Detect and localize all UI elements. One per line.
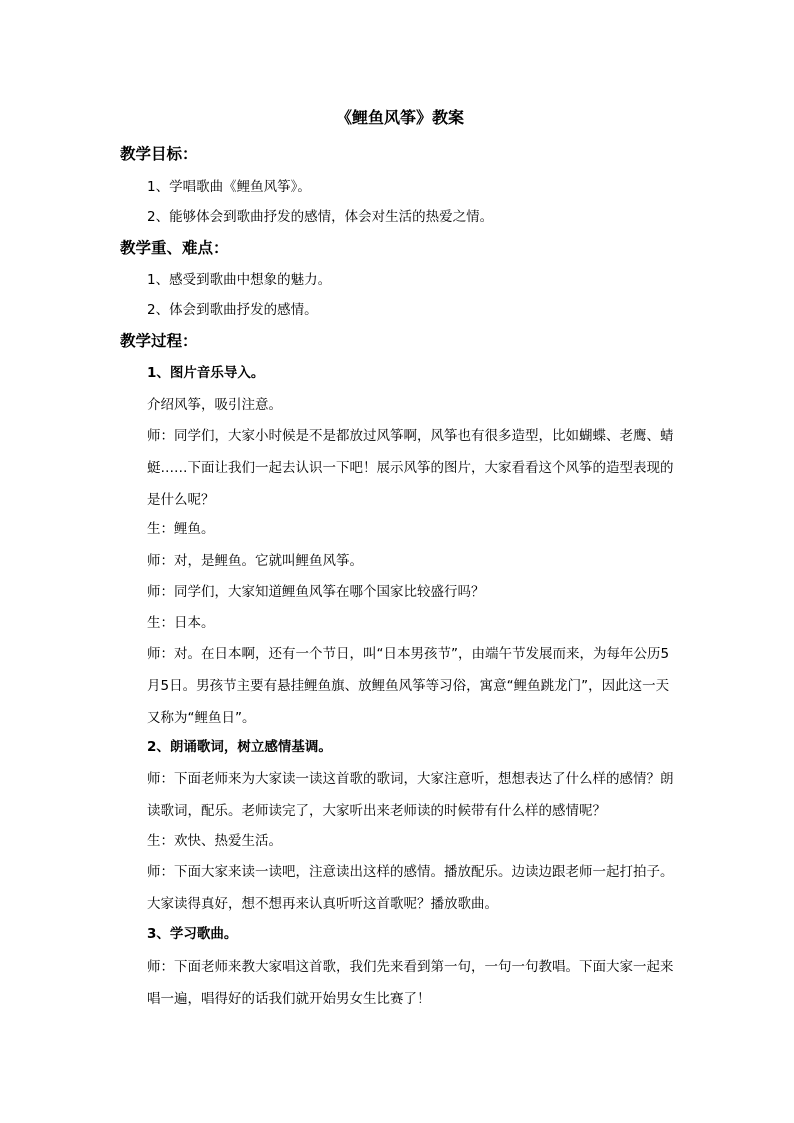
- process-heading: 教学过程：: [120, 332, 198, 350]
- section-1-paragraph: 介绍风筝，吸引注意。: [147, 397, 282, 413]
- key-point-item-1: 1、感受到歌曲中想象的魅力。: [147, 272, 332, 288]
- objective-item-1: 1、学唱歌曲《鲤鱼风筝》。: [147, 179, 311, 195]
- document-title: 《鲤鱼风筝》教案: [335, 108, 464, 127]
- key-point-item-2: 2、体会到歌曲抒发的感情。: [147, 302, 318, 318]
- section-1-paragraph: 生：鲤鱼。: [147, 521, 215, 537]
- objective-item-2: 2、能够体会到歌曲抒发的感情，体会对生活的热爱之情。: [147, 209, 494, 225]
- section-1-title: 1、图片音乐导入。: [147, 365, 265, 381]
- section-2-title: 2、朗诵歌词，树立感情基调。: [147, 739, 332, 755]
- section-1-paragraph: 师：同学们，大家小时候是不是都放过风筝啊，风筝也有很多造型，比如蝴蝶、老鹰、蜻蜓……下面让我们一起去认识一下吧！展示风筝的图片，大家看看这个风筝的造型表现的是什么呢？: [147, 428, 674, 508]
- document-page: [120, 0, 680, 1123]
- objectives-heading: 教学目标：: [120, 145, 198, 163]
- section-2-paragraph: 师：下面老师来为大家读一读这首歌的歌词，大家注意听，想想表达了什么样的感情？朗读歌词，配乐。老师读完了，大家听出来老师读的时候带有什么样的感情呢？: [147, 771, 674, 819]
- section-2-paragraph: 师：下面大家来读一读吧，注意读出这样的感情。播放配乐。边读边跟老师一起打拍子。大家读得真好，想不想再来认真听听这首歌呢？播放歌曲。: [147, 864, 674, 912]
- section-1-paragraph: 生：日本。: [147, 615, 215, 631]
- section-2-paragraph: 生：欢快、热爱生活。: [147, 833, 282, 849]
- key-points-heading: 教学重、难点：: [120, 239, 229, 257]
- section-1-paragraph: 师：对，是鲤鱼。它就叫鲤鱼风筝。: [147, 553, 363, 569]
- section-1-paragraph: 师：对。在日本啊，还有一个节日，叫“日本男孩节”，由端午节发展而来，为每年公历5月5日。男孩节主要有悬挂鲤鱼旗、放鲤鱼风筝等习俗，寓意“鲤鱼跳龙门”，因此这一天又称为“鲤鱼日”。: [147, 646, 670, 726]
- section-3-paragraph: 师：下面老师来教大家唱这首歌，我们先来看到第一句，一句一句教唱。下面大家一起来唱一遍，唱得好的话我们就开始男女生比赛了！: [147, 959, 674, 1007]
- section-3-title: 3、学习歌曲。: [147, 926, 238, 942]
- section-1-paragraph: 师：同学们，大家知道鲤鱼风筝在哪个国家比较盛行吗？: [147, 584, 485, 600]
